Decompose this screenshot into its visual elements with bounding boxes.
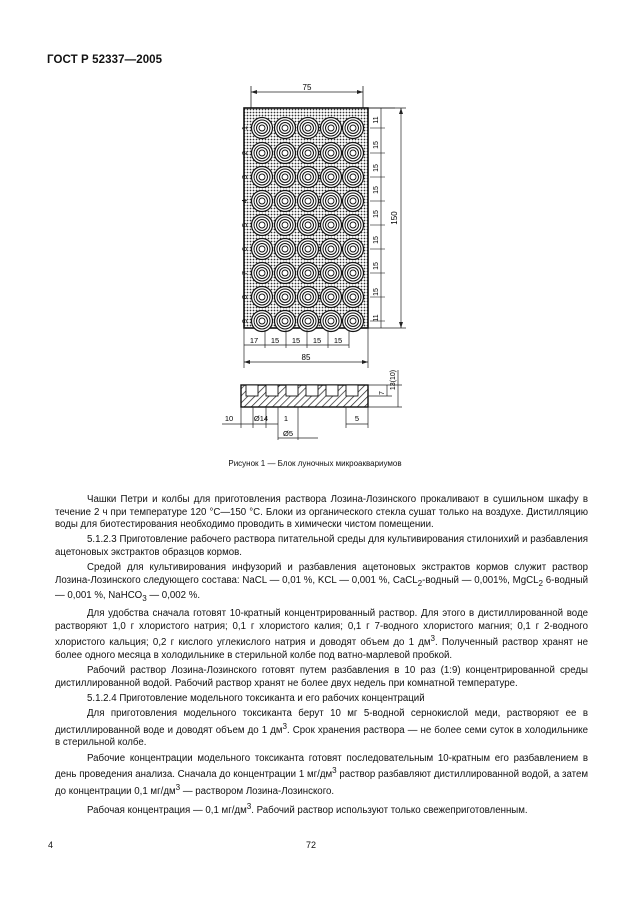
- well: [275, 239, 296, 260]
- well: [298, 215, 319, 236]
- section-heading-5-1-2-3: 5.1.2.3 Приготовление рабочего раствора питательной среды для культивирования стилонихий и разбавления ацетоновых экстрактов образцов кормов.: [55, 534, 588, 558]
- row-number: 3: [242, 175, 249, 179]
- well: [275, 311, 296, 332]
- row-number: 5: [242, 223, 249, 227]
- well: [252, 191, 273, 212]
- well: [343, 167, 364, 188]
- dim-bottom-seg: 15: [333, 336, 343, 345]
- dim-right-seg: 15: [373, 288, 380, 296]
- dim-right-seg: 11: [373, 314, 380, 322]
- dim-section-left: 10: [224, 414, 234, 423]
- dim-bottom-seg: 15: [312, 336, 322, 345]
- paragraph: Для удобства сначала готовят 10-кратный концентрированный раствор. Для этого в дистиллированной воде растворяют 1,0 г хлористого натрия; 0,1 г хлористого калия; 0,1 г 7-водного хлористого магния; 0,1 г 2-водного хлористого кальция; 0,2 г кислого углекислого натрия и доводят объем до 1 $дм^3$. Полученный раствор хранят не более одного месяца в холодильнике в стерильной колбе под ватно-марлевой пробкой.: [55, 608, 588, 662]
- well: [275, 215, 296, 236]
- dim-section-1: 1: [283, 414, 289, 423]
- well: [275, 191, 296, 212]
- well: [321, 215, 342, 236]
- microaquarium-block-figure: [200, 78, 430, 450]
- page-number: 72: [306, 840, 317, 850]
- well: [298, 311, 319, 332]
- well: [252, 263, 273, 284]
- dim-depth: 7: [379, 391, 386, 395]
- dim-right-seg: 15: [373, 186, 380, 194]
- well: [343, 287, 364, 308]
- well: [343, 191, 364, 212]
- dim-section-d5: Ø5: [282, 429, 294, 438]
- well: [252, 287, 273, 308]
- page-header-title: ГОСТ Р 52337—2005: [47, 54, 163, 66]
- dim-top-width: 75: [302, 83, 312, 92]
- well: [252, 118, 273, 139]
- well: [275, 118, 296, 139]
- dim-bottom-seg: 17: [249, 336, 259, 345]
- well: [343, 311, 364, 332]
- dim-section-right: 5: [354, 414, 360, 423]
- dimension-top: [251, 83, 363, 108]
- well: [343, 215, 364, 236]
- paragraph: Средой для культивирования инфузорий и разбавления ацетоновых экстрактов кормов служит раствор Лозина-Лозинского следующего состава: NaCL — 0,01 %, KCL — 0,001 %, CaCL$_2$-водный — 0,001%, MgCL$_2$ 6-водный — 0,001 %, NaHCO$_3$ — 0,002 %.: [55, 561, 588, 604]
- well: [321, 263, 342, 284]
- row-number: 6: [242, 247, 249, 251]
- wells-grid: [252, 118, 364, 332]
- row-number: 2: [242, 151, 249, 155]
- dim-bottom-seg: 15: [291, 336, 301, 345]
- well: [275, 143, 296, 164]
- well: [321, 287, 342, 308]
- well: [298, 118, 319, 139]
- dim-section-d14: Ø14: [253, 414, 269, 423]
- well: [298, 167, 319, 188]
- well: [343, 263, 364, 284]
- well: [321, 167, 342, 188]
- dim-bottom-width: 85: [301, 353, 311, 362]
- well: [252, 311, 273, 332]
- paragraph: Для приготовления модельного токсиканта берут 10 мг 5-водной сернокислой меди, растворяют ее в дистиллированной воде и доводят объем до 1 $дм^3$. Срок хранения раствора — не более семи суток в холодильнике в стерильной колбе.: [55, 708, 588, 749]
- well: [343, 118, 364, 139]
- well: [252, 143, 273, 164]
- dim-right-seg: 15: [373, 262, 380, 270]
- dimension-right: [368, 108, 406, 328]
- well: [298, 143, 319, 164]
- dim-thickness: 13(10): [390, 369, 397, 391]
- well: [298, 263, 319, 284]
- well: [321, 311, 342, 332]
- well: [298, 239, 319, 260]
- footer-left-number: 4: [48, 840, 54, 850]
- well: [298, 191, 319, 212]
- row-number: 9: [242, 319, 249, 323]
- well: [252, 167, 273, 188]
- cross-section: [222, 370, 402, 440]
- well: [321, 239, 342, 260]
- well: [252, 215, 273, 236]
- row-number: 7: [242, 271, 249, 275]
- document-body: [55, 494, 588, 821]
- well: [275, 287, 296, 308]
- row-number: 4: [242, 199, 249, 203]
- dim-bottom-seg: 15: [270, 336, 280, 345]
- dimension-bottom: [244, 328, 368, 368]
- well: [298, 287, 319, 308]
- row-number: 8: [242, 295, 249, 299]
- figure-caption: Рисунок 1 — Блок луночных микроаквариумов: [228, 459, 402, 468]
- dim-right-seg: 15: [373, 210, 380, 218]
- well: [343, 143, 364, 164]
- well: [321, 143, 342, 164]
- well: [343, 239, 364, 260]
- well: [252, 239, 273, 260]
- well: [275, 167, 296, 188]
- paragraph: Чашки Петри и колбы для приготовления раствора Лозина-Лозинского прокаливают в сушильном шкафу в течение 2 ч при температуре 120 °С—150 °С. Блоки из органического стекла сушат только на воздухе. Дистилляцию воды для биотестирования необходимо проводить в химически чистом помещении.: [55, 494, 588, 531]
- well: [321, 191, 342, 212]
- dim-right-seg: 15: [373, 141, 380, 149]
- dim-right-seg: 15: [373, 164, 380, 172]
- dim-right-seg: 15: [373, 236, 380, 244]
- dim-right-seg: 11: [373, 116, 380, 124]
- well: [321, 118, 342, 139]
- paragraph: Рабочая концентрация — 0,1 $мг/дм^3$. Рабочий раствор используют только свежеприготовленным.: [87, 802, 528, 817]
- row-number: 1: [242, 126, 249, 130]
- paragraph: Рабочие концентрации модельного токсиканта готовят последовательным 10-кратным его разбавлением в день проведения анализа. Сначала до концентрации 1 $мг/дм^3$ раствор разбавляют дистиллированной водой, а затем до концентрации 0,1 $мг/дм^3$ — раствором Лозина-Лозинского.: [55, 752, 588, 798]
- dim-overall-height: 150: [390, 211, 399, 225]
- well: [275, 263, 296, 284]
- paragraph: Рабочий раствор Лозина-Лозинского готовят путем разбавления в 10 раз (1:9) концентрированной среды дистиллированной водой. Рабочий раствор хранят не более двух недель при комнатной температуре.: [55, 665, 588, 689]
- section-heading-5-1-2-4: 5.1.2.4 Приготовление модельного токсиканта и его рабочих концентраций: [87, 692, 425, 704]
